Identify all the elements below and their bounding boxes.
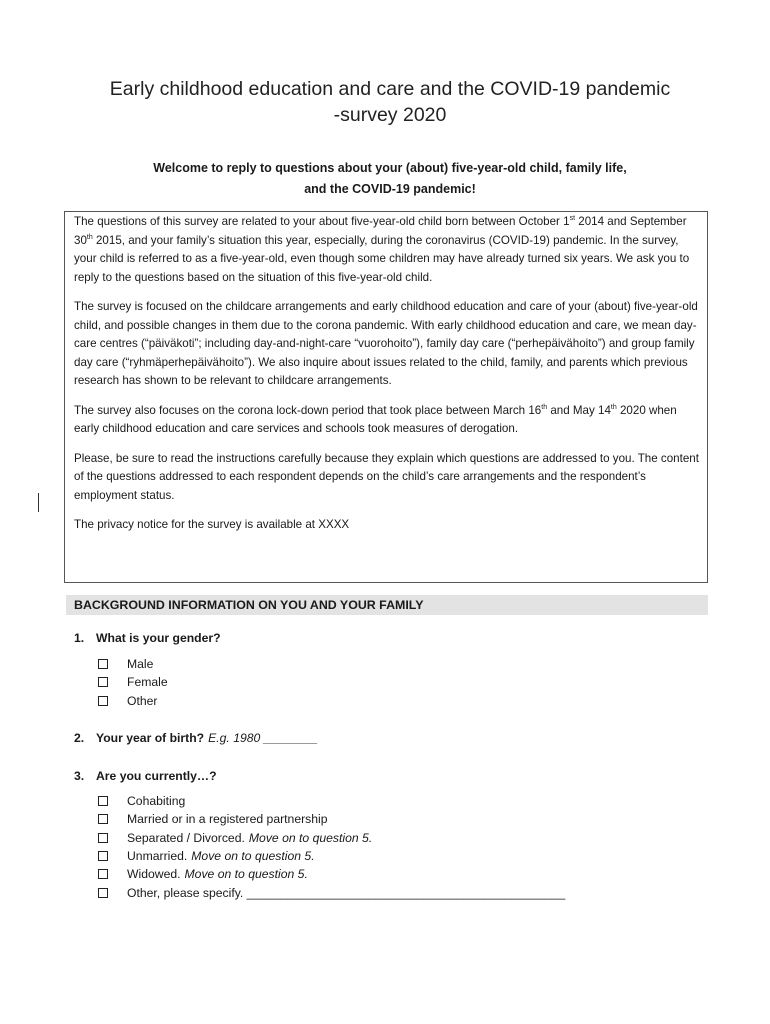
checkbox-female[interactable] xyxy=(98,677,108,687)
question-1-options xyxy=(98,655,168,710)
intro-p3-text-a: The survey also focuses on the corona lock-down period that took place between March 16 xyxy=(74,403,542,417)
question-3 xyxy=(74,769,217,783)
question-3-number: 3. xyxy=(74,769,85,783)
option-other-status-label: Other, please specify. _______________________________________________ xyxy=(127,885,566,900)
option-separated-note: Move on to question 5. xyxy=(248,830,373,845)
option-unmarried[interactable] xyxy=(98,847,565,865)
checkbox-other-status[interactable] xyxy=(98,888,108,898)
checkbox-married[interactable] xyxy=(98,814,108,824)
birth-year-field[interactable]: E.g. 1980 ________ xyxy=(208,731,318,745)
checkbox-male[interactable] xyxy=(98,659,108,669)
question-2-number: 2. xyxy=(74,731,85,745)
survey-title xyxy=(60,76,720,128)
question-3-options xyxy=(98,792,565,902)
question-2 xyxy=(74,731,318,745)
intro-p1-text-c: 2015, and your family’s situation this year, especially, during the coronavirus (COVID-19) pandemic. In the survey, your child is referred to as a five-year-old, even though some children may have already turned six years. We ask you to reply to the questions based on the situation of this five-year-old child. xyxy=(74,233,690,284)
intro-p1-sup-1: st xyxy=(569,215,576,223)
question-3-text: Are you currently…? xyxy=(96,769,217,783)
question-1-number: 1. xyxy=(74,631,85,645)
intro-paragraph-4: Please, be sure to read the instructions carefully because they explain which questions are addressed to you. The content of the questions addressed to each respondent depends on the child’s care arrangements and the respondent’s employment status. xyxy=(74,451,699,502)
option-married-label: Married or in a registered partnership xyxy=(127,812,328,827)
text-cursor xyxy=(38,493,39,512)
checkbox-widowed[interactable] xyxy=(98,869,108,879)
intro-text-box xyxy=(64,211,708,583)
intro-paragraph-1 xyxy=(74,213,701,287)
option-male[interactable] xyxy=(98,655,168,673)
intro-p3-text-c: 2020 when early childhood education and care services and schools took measures of derogation. xyxy=(74,403,677,435)
intro-p1-sup-2: th xyxy=(86,233,93,241)
option-unmarried-label: Unmarried. xyxy=(127,849,188,864)
survey-title-line-2: -survey 2020 xyxy=(333,104,447,126)
option-unmarried-note: Move on to question 5. xyxy=(191,849,315,864)
intro-p1-text-a: The questions of this survey are related to your about five-year-old child born between October 1 xyxy=(74,215,570,228)
question-2-text: Your year of birth? xyxy=(96,731,205,745)
option-cohabiting-label: Cohabiting xyxy=(127,794,186,809)
option-male-label: Male xyxy=(127,657,154,672)
option-other-status[interactable] xyxy=(98,883,565,901)
option-widowed-note: Move on to question 5. xyxy=(184,867,308,882)
intro-paragraph-2: The survey is focused on the childcare arrangements and early childhood education and care of your (about) five-year-old child, and possible changes in them due to the corona pandemic. With early childhood education and care, we mean day-care centres (“päiväkoti”; including day-and-night-care “vuorohoito”), family day care (“perhepäivähoito”) and group family day care (“ryhmäperhepäivähoito”). We also inquire about issues related to the child, family, and parents which previous research has shown to be relevant to childcare arrangements. xyxy=(74,300,698,387)
checkbox-separated[interactable] xyxy=(98,833,108,843)
option-other-gender[interactable] xyxy=(98,692,168,710)
option-female[interactable] xyxy=(98,673,168,691)
option-other-gender-label: Other xyxy=(127,693,158,708)
welcome-line-1: Welcome to reply to questions about your (about) five-year-old child, family life, xyxy=(153,161,627,175)
welcome-heading xyxy=(60,158,720,200)
section-header-background: BACKGROUND INFORMATION ON YOU AND YOUR FAMILY xyxy=(66,595,708,615)
intro-p3-sup-1: th xyxy=(541,403,548,411)
option-separated[interactable] xyxy=(98,829,565,847)
option-widowed[interactable] xyxy=(98,865,565,883)
checkbox-other-gender[interactable] xyxy=(98,696,108,706)
intro-p1-text-b: 2014 and September 30 xyxy=(74,215,687,247)
checkbox-cohabiting[interactable] xyxy=(98,796,108,806)
survey-title-line-1: Early childhood education and care and the COVID-19 pandemic xyxy=(109,78,671,100)
question-1 xyxy=(74,631,221,645)
option-female-label: Female xyxy=(127,675,168,690)
intro-p3-text-b: and May 14 xyxy=(547,403,611,417)
intro-p3-sup-2: th xyxy=(610,403,617,411)
option-married[interactable] xyxy=(98,810,565,828)
question-1-text: What is your gender? xyxy=(96,631,221,645)
option-cohabiting[interactable] xyxy=(98,792,565,810)
option-separated-label: Separated / Divorced. xyxy=(127,830,245,845)
intro-paragraph-3 xyxy=(74,402,701,439)
checkbox-unmarried[interactable] xyxy=(98,851,108,861)
option-widowed-label: Widowed. xyxy=(127,867,181,882)
intro-paragraph-5: The privacy notice for the survey is available at XXXX xyxy=(74,518,350,531)
welcome-line-2: and the COVID-19 pandemic! xyxy=(304,182,476,196)
